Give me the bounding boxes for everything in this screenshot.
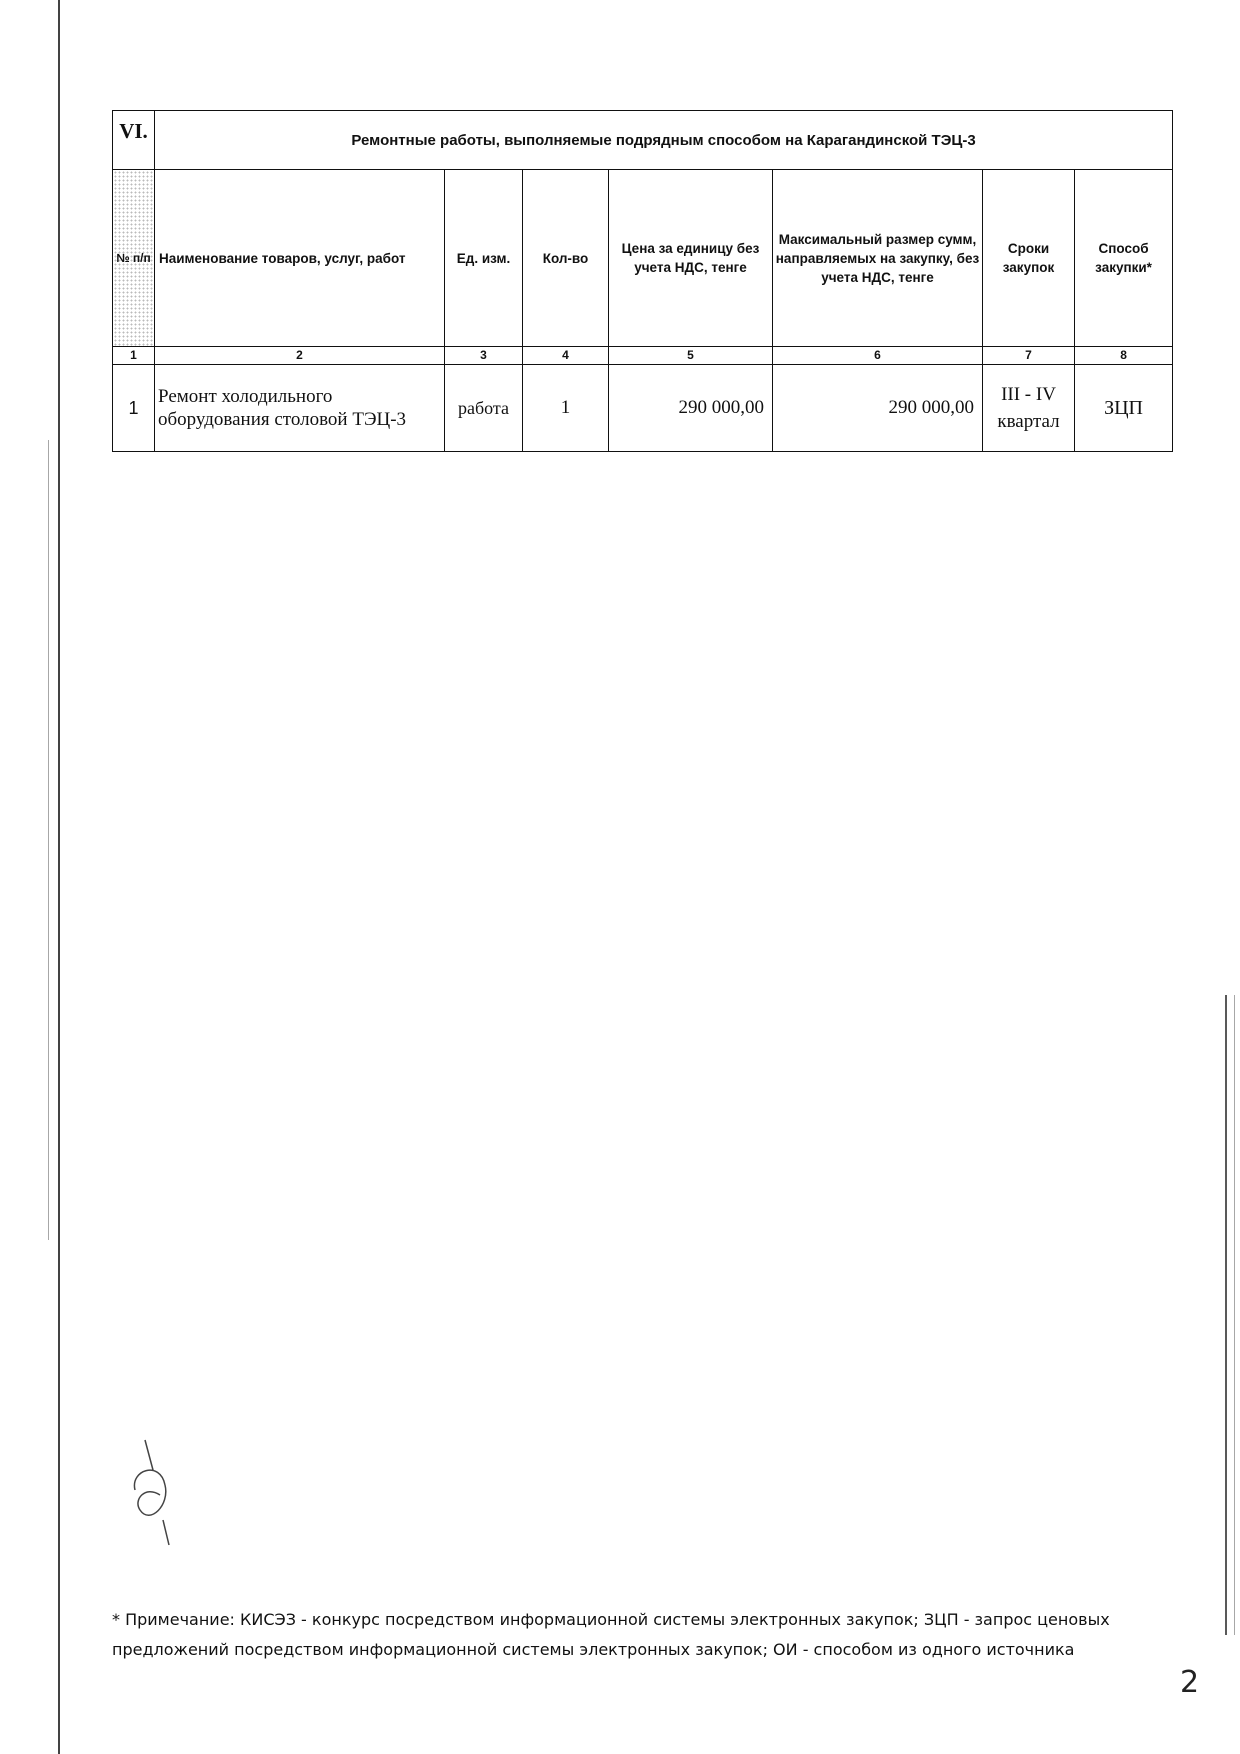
column-header: Ед. изм.	[445, 170, 523, 347]
item-procurement-term: III - IV квартал	[983, 365, 1075, 452]
row-number: 1	[113, 365, 155, 452]
column-number-row	[113, 347, 1173, 365]
scan-margin-line	[48, 440, 49, 1240]
column-number: 8	[1075, 347, 1173, 365]
page-number: 2	[1180, 1665, 1200, 1700]
column-header: Способ закупки*	[1075, 170, 1173, 347]
item-procurement-method: ЗЦП	[1075, 365, 1173, 452]
column-header: Максимальный размер сумм, направляемых на закупку, без учета НДС, тенге	[773, 170, 983, 347]
procurement-table	[112, 110, 1173, 452]
handwritten-initial-mark	[125, 1430, 195, 1550]
item-unit-price: 290 000,00	[609, 365, 773, 452]
scan-margin-line	[58, 0, 60, 1754]
item-quantity: 1	[523, 365, 609, 452]
column-header: Кол-во	[523, 170, 609, 347]
column-number: 4	[523, 347, 609, 365]
column-number: 3	[445, 347, 523, 365]
column-number: 5	[609, 347, 773, 365]
table-row	[113, 365, 1173, 452]
column-header: Наименование товаров, услуг, работ	[155, 170, 445, 347]
section-header-row	[113, 111, 1173, 170]
item-name: Ремонт холодильного оборудования столовой ТЭЦ-3	[155, 365, 445, 452]
scan-margin-line	[1234, 995, 1235, 1635]
column-number: 7	[983, 347, 1075, 365]
column-header: Цена за единицу без учета НДС, тенге	[609, 170, 773, 347]
column-header: № п/п	[113, 170, 155, 347]
column-number: 2	[155, 347, 445, 365]
column-number: 1	[113, 347, 155, 365]
scan-margin-line	[1225, 995, 1227, 1635]
column-number: 6	[773, 347, 983, 365]
footnote: * Примечание: КИСЭЗ - конкурс посредством информационной системы электронных закупок; ЗЦП - запрос ценовых предложений посредством информационной системы электронных закупок; ОИ - способом из одного источника	[112, 1610, 1110, 1659]
item-max-sum: 290 000,00	[773, 365, 983, 452]
section-number: VI.	[113, 111, 155, 170]
column-header: Сроки закупок	[983, 170, 1075, 347]
section-title: Ремонтные работы, выполняемые подрядным способом на Карагандинской ТЭЦ-3	[155, 111, 1173, 170]
column-header-row	[113, 170, 1173, 347]
item-unit: работа	[445, 365, 523, 452]
